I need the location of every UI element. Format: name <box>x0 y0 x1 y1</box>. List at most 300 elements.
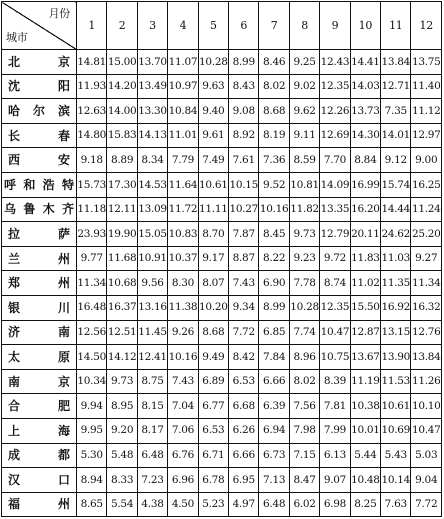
value-cell: 8.47 <box>289 468 319 493</box>
value-cell: 6.89 <box>198 369 228 394</box>
value-cell: 6.53 <box>198 418 228 443</box>
value-cell: 14.03 <box>350 74 380 99</box>
value-cell: 12.51 <box>107 320 137 345</box>
value-cell: 6.13 <box>320 443 350 468</box>
value-cell: 6.90 <box>259 271 289 296</box>
value-cell: 19.90 <box>107 222 137 247</box>
value-cell: 14.41 <box>350 50 380 75</box>
city-name: 北 京 <box>8 54 70 69</box>
value-cell: 8.42 <box>229 345 259 370</box>
value-cell: 8.34 <box>137 148 167 173</box>
corner-header-cell <box>2 2 77 50</box>
city-name-cell <box>2 345 77 370</box>
value-cell: 13.16 <box>137 295 167 320</box>
value-cell: 8.59 <box>289 148 319 173</box>
month-header-11: 11 <box>381 2 411 50</box>
value-cell: 7.36 <box>259 148 289 173</box>
value-cell: 6.77 <box>198 394 228 419</box>
city-name-cell <box>2 50 77 75</box>
city-name: 银 川 <box>8 300 70 315</box>
table-row <box>2 172 442 197</box>
value-cell: 12.41 <box>137 345 167 370</box>
value-cell: 11.34 <box>77 271 107 296</box>
table-row <box>2 468 442 493</box>
value-cell: 6.48 <box>137 443 167 468</box>
value-cell: 6.68 <box>229 394 259 419</box>
value-cell: 7.06 <box>168 418 198 443</box>
table-row <box>2 295 442 320</box>
value-cell: 11.01 <box>168 123 198 148</box>
value-cell: 9.25 <box>289 50 319 75</box>
value-cell: 17.30 <box>107 172 137 197</box>
value-cell: 8.99 <box>229 50 259 75</box>
value-cell: 8.70 <box>198 222 228 247</box>
value-cell: 10.20 <box>198 295 228 320</box>
value-cell: 15.50 <box>350 295 380 320</box>
value-cell: 15.83 <box>107 123 137 148</box>
value-cell: 6.02 <box>289 492 319 517</box>
value-cell: 9.08 <box>229 99 259 124</box>
month-header-6: 6 <box>229 2 259 50</box>
value-cell: 10.01 <box>350 418 380 443</box>
value-cell: 12.35 <box>320 74 350 99</box>
value-cell: 13.49 <box>137 74 167 99</box>
city-name: 成 都 <box>8 448 70 463</box>
value-cell: 6.73 <box>259 443 289 468</box>
month-header-10: 10 <box>350 2 380 50</box>
value-cell: 11.24 <box>411 197 442 222</box>
value-cell: 9.73 <box>107 369 137 394</box>
value-cell: 9.04 <box>411 468 442 493</box>
city-name-cell <box>2 492 77 517</box>
city-name: 福 州 <box>8 497 70 512</box>
value-cell: 7.70 <box>320 148 350 173</box>
city-name-cell <box>2 148 77 173</box>
value-cell: 11.34 <box>411 271 442 296</box>
header-row <box>2 2 442 50</box>
value-cell: 7.74 <box>289 320 319 345</box>
city-name: 沈 阳 <box>8 79 70 94</box>
value-cell: 5.48 <box>107 443 137 468</box>
value-cell: 6.96 <box>168 468 198 493</box>
value-cell: 10.16 <box>168 345 198 370</box>
value-cell: 8.74 <box>320 271 350 296</box>
city-name-cell <box>2 443 77 468</box>
value-cell: 12.71 <box>381 74 411 99</box>
value-cell: 10.75 <box>320 345 350 370</box>
value-cell: 8.30 <box>168 271 198 296</box>
value-cell: 8.92 <box>229 123 259 148</box>
value-cell: 23.93 <box>77 222 107 247</box>
value-cell: 6.76 <box>168 443 198 468</box>
table-body <box>2 2 442 517</box>
value-cell: 8.17 <box>137 418 167 443</box>
city-name: 太 原 <box>8 349 70 364</box>
value-cell: 9.07 <box>320 468 350 493</box>
value-cell: 9.02 <box>289 74 319 99</box>
value-cell: 8.99 <box>259 295 289 320</box>
month-header-2: 2 <box>107 2 137 50</box>
value-cell: 9.26 <box>168 320 198 345</box>
value-cell: 6.53 <box>229 369 259 394</box>
value-cell: 8.68 <box>259 99 289 124</box>
value-cell: 10.15 <box>229 172 259 197</box>
value-cell: 7.79 <box>168 148 198 173</box>
city-name: 汉 口 <box>8 472 70 487</box>
value-cell: 13.15 <box>381 320 411 345</box>
value-cell: 6.66 <box>259 369 289 394</box>
city-name-cell <box>2 271 77 296</box>
value-cell: 13.30 <box>137 99 167 124</box>
value-cell: 10.61 <box>198 172 228 197</box>
value-cell: 20.11 <box>350 222 380 247</box>
value-cell: 8.96 <box>289 345 319 370</box>
value-cell: 7.98 <box>289 418 319 443</box>
value-cell: 11.93 <box>77 74 107 99</box>
value-cell: 5.43 <box>381 443 411 468</box>
value-cell: 10.47 <box>411 418 442 443</box>
value-cell: 10.27 <box>229 197 259 222</box>
value-cell: 11.35 <box>381 271 411 296</box>
value-cell: 14.80 <box>77 123 107 148</box>
value-cell: 8.33 <box>107 468 137 493</box>
value-cell: 11.53 <box>381 369 411 394</box>
value-cell: 10.84 <box>168 99 198 124</box>
value-cell: 13.75 <box>411 50 442 75</box>
table-row <box>2 369 442 394</box>
table-row <box>2 50 442 75</box>
value-cell: 8.19 <box>259 123 289 148</box>
city-name-cell <box>2 320 77 345</box>
value-cell: 7.43 <box>229 271 259 296</box>
value-cell: 11.40 <box>411 74 442 99</box>
value-cell: 11.11 <box>198 197 228 222</box>
value-cell: 12.56 <box>77 320 107 345</box>
city-name-cell <box>2 99 77 124</box>
city-name: 拉 萨 <box>8 226 70 241</box>
value-cell: 16.20 <box>350 197 380 222</box>
value-cell: 10.14 <box>381 468 411 493</box>
value-cell: 7.43 <box>168 369 198 394</box>
value-cell: 5.23 <box>198 492 228 517</box>
city-name-cell <box>2 394 77 419</box>
value-cell: 9.56 <box>137 271 167 296</box>
value-cell: 6.98 <box>320 492 350 517</box>
value-cell: 10.83 <box>168 222 198 247</box>
value-cell: 7.81 <box>320 394 350 419</box>
value-cell: 9.62 <box>289 99 319 124</box>
value-cell: 7.49 <box>198 148 228 173</box>
city-name-cell <box>2 246 77 271</box>
value-cell: 12.76 <box>411 320 442 345</box>
value-cell: 10.16 <box>259 197 289 222</box>
value-cell: 8.68 <box>198 320 228 345</box>
city-name: 上 海 <box>8 423 70 438</box>
city-name-cell <box>2 418 77 443</box>
value-cell: 8.15 <box>137 394 167 419</box>
value-cell: 8.45 <box>259 222 289 247</box>
value-cell: 10.37 <box>168 246 198 271</box>
value-cell: 7.23 <box>137 468 167 493</box>
value-cell: 13.84 <box>381 50 411 75</box>
value-cell: 11.03 <box>381 246 411 271</box>
value-cell: 10.61 <box>381 394 411 419</box>
value-cell: 9.73 <box>289 222 319 247</box>
value-cell: 11.64 <box>168 172 198 197</box>
value-cell: 5.44 <box>350 443 380 468</box>
value-cell: 11.26 <box>411 369 442 394</box>
value-cell: 11.45 <box>137 320 167 345</box>
value-cell: 4.50 <box>168 492 198 517</box>
value-cell: 8.39 <box>320 369 350 394</box>
table-row <box>2 320 442 345</box>
value-cell: 8.94 <box>77 468 107 493</box>
city-name: 哈 尔 滨 <box>8 103 70 118</box>
value-cell: 7.84 <box>259 345 289 370</box>
value-cell: 9.95 <box>77 418 107 443</box>
value-cell: 10.34 <box>77 369 107 394</box>
value-cell: 8.43 <box>229 74 259 99</box>
value-cell: 6.78 <box>198 468 228 493</box>
value-cell: 14.44 <box>381 197 411 222</box>
value-cell: 9.94 <box>77 394 107 419</box>
value-cell: 13.35 <box>320 197 350 222</box>
value-cell: 9.27 <box>411 246 442 271</box>
value-cell: 8.89 <box>107 148 137 173</box>
value-cell: 8.25 <box>350 492 380 517</box>
value-cell: 7.15 <box>289 443 319 468</box>
month-header-5: 5 <box>198 2 228 50</box>
table-row <box>2 492 442 517</box>
value-cell: 14.20 <box>107 74 137 99</box>
value-cell: 7.35 <box>381 99 411 124</box>
table-row <box>2 345 442 370</box>
value-cell: 9.61 <box>198 123 228 148</box>
city-name-cell <box>2 172 77 197</box>
value-cell: 12.87 <box>350 320 380 345</box>
value-cell: 10.68 <box>107 271 137 296</box>
value-cell: 9.17 <box>198 246 228 271</box>
value-cell: 14.00 <box>107 99 137 124</box>
table-row <box>2 197 442 222</box>
value-cell: 12.79 <box>320 222 350 247</box>
value-cell: 15.73 <box>77 172 107 197</box>
city-name: 乌 鲁 木 齐 <box>4 202 74 217</box>
city-name: 西 安 <box>8 153 70 168</box>
value-cell: 14.01 <box>381 123 411 148</box>
value-cell: 9.12 <box>381 148 411 173</box>
value-cell: 9.52 <box>259 172 289 197</box>
city-name: 郑 州 <box>8 276 70 291</box>
value-cell: 10.69 <box>381 418 411 443</box>
value-cell: 12.63 <box>77 99 107 124</box>
value-cell: 9.23 <box>289 246 319 271</box>
value-cell: 10.91 <box>137 246 167 271</box>
value-cell: 6.71 <box>198 443 228 468</box>
value-cell: 12.35 <box>320 295 350 320</box>
value-cell: 14.50 <box>77 345 107 370</box>
city-name-cell <box>2 468 77 493</box>
value-cell: 16.32 <box>411 295 442 320</box>
month-header-8: 8 <box>289 2 319 50</box>
value-cell: 7.04 <box>168 394 198 419</box>
value-cell: 13.84 <box>411 345 442 370</box>
city-name: 济 南 <box>8 325 70 340</box>
value-cell: 13.73 <box>350 99 380 124</box>
value-cell: 12.97 <box>411 123 442 148</box>
value-cell: 4.38 <box>137 492 167 517</box>
value-cell: 14.09 <box>320 172 350 197</box>
value-cell: 9.20 <box>107 418 137 443</box>
value-cell: 16.37 <box>107 295 137 320</box>
value-cell: 12.69 <box>320 123 350 148</box>
value-cell: 6.85 <box>259 320 289 345</box>
value-cell: 15.74 <box>381 172 411 197</box>
value-cell: 7.72 <box>229 320 259 345</box>
table-row <box>2 222 442 247</box>
value-cell: 11.02 <box>350 271 380 296</box>
value-cell: 10.10 <box>411 394 442 419</box>
value-cell: 16.48 <box>77 295 107 320</box>
value-cell: 9.00 <box>411 148 442 173</box>
value-cell: 11.83 <box>350 246 380 271</box>
value-cell: 16.99 <box>350 172 380 197</box>
value-cell: 14.81 <box>77 50 107 75</box>
table-row <box>2 418 442 443</box>
table-row <box>2 246 442 271</box>
value-cell: 11.18 <box>77 197 107 222</box>
corner-label-month: 月份 <box>48 7 70 20</box>
value-cell: 7.87 <box>229 222 259 247</box>
value-cell: 11.68 <box>107 246 137 271</box>
value-cell: 8.95 <box>107 394 137 419</box>
value-cell: 13.67 <box>350 345 380 370</box>
city-name: 南 京 <box>8 374 70 389</box>
value-cell: 9.63 <box>198 74 228 99</box>
city-name-cell <box>2 222 77 247</box>
value-cell: 9.40 <box>198 99 228 124</box>
month-header-3: 3 <box>137 2 167 50</box>
value-cell: 12.11 <box>107 197 137 222</box>
value-cell: 13.09 <box>137 197 167 222</box>
value-cell: 10.97 <box>168 74 198 99</box>
value-cell: 16.92 <box>381 295 411 320</box>
value-cell: 11.72 <box>168 197 198 222</box>
table-row <box>2 99 442 124</box>
value-cell: 14.30 <box>350 123 380 148</box>
value-cell: 14.13 <box>137 123 167 148</box>
city-name-cell <box>2 197 77 222</box>
month-header-4: 4 <box>168 2 198 50</box>
value-cell: 14.53 <box>137 172 167 197</box>
city-name-cell <box>2 295 77 320</box>
city-name-cell <box>2 74 77 99</box>
value-cell: 8.65 <box>77 492 107 517</box>
value-cell: 8.07 <box>198 271 228 296</box>
value-cell: 15.05 <box>137 222 167 247</box>
table-row <box>2 74 442 99</box>
city-name: 呼 和 浩 特 <box>4 177 74 192</box>
city-name: 合 肥 <box>8 399 70 414</box>
value-cell: 16.25 <box>411 172 442 197</box>
value-cell: 10.48 <box>350 468 380 493</box>
value-cell: 7.78 <box>289 271 319 296</box>
value-cell: 10.38 <box>350 394 380 419</box>
table-row <box>2 148 442 173</box>
value-cell: 7.63 <box>381 492 411 517</box>
value-cell: 8.75 <box>137 369 167 394</box>
value-cell: 10.81 <box>289 172 319 197</box>
value-cell: 14.12 <box>107 345 137 370</box>
month-header-12: 12 <box>411 2 442 50</box>
value-cell: 10.28 <box>198 50 228 75</box>
value-cell: 6.94 <box>259 418 289 443</box>
value-cell: 8.46 <box>259 50 289 75</box>
value-cell: 11.38 <box>168 295 198 320</box>
value-cell: 7.72 <box>411 492 442 517</box>
value-cell: 9.18 <box>77 148 107 173</box>
value-cell: 13.90 <box>381 345 411 370</box>
value-cell: 11.12 <box>411 99 442 124</box>
value-cell: 24.62 <box>381 222 411 247</box>
value-cell: 6.39 <box>259 394 289 419</box>
value-cell: 9.72 <box>320 246 350 271</box>
value-cell: 6.26 <box>229 418 259 443</box>
month-header-1: 1 <box>77 2 107 50</box>
city-name: 长 春 <box>8 128 70 143</box>
value-cell: 5.03 <box>411 443 442 468</box>
value-cell: 11.82 <box>289 197 319 222</box>
table-row <box>2 394 442 419</box>
value-cell: 8.87 <box>229 246 259 271</box>
value-cell: 25.20 <box>411 222 442 247</box>
value-cell: 8.84 <box>350 148 380 173</box>
value-cell: 5.30 <box>77 443 107 468</box>
corner-label-city: 城市 <box>6 31 28 44</box>
value-cell: 10.28 <box>289 295 319 320</box>
value-cell: 9.49 <box>198 345 228 370</box>
value-cell: 7.61 <box>229 148 259 173</box>
value-cell: 9.77 <box>77 246 107 271</box>
value-cell: 7.99 <box>320 418 350 443</box>
city-name-cell <box>2 369 77 394</box>
value-cell: 6.48 <box>259 492 289 517</box>
city-name-cell <box>2 123 77 148</box>
month-header-9: 9 <box>320 2 350 50</box>
value-cell: 11.07 <box>168 50 198 75</box>
value-cell: 8.02 <box>289 369 319 394</box>
month-header-7: 7 <box>259 2 289 50</box>
value-cell: 6.66 <box>229 443 259 468</box>
monthly-city-data-table <box>1 1 442 517</box>
value-cell: 4.97 <box>229 492 259 517</box>
city-name: 兰 州 <box>8 251 70 266</box>
value-cell: 8.22 <box>259 246 289 271</box>
value-cell: 15.00 <box>107 50 137 75</box>
value-cell: 9.11 <box>289 123 319 148</box>
value-cell: 10.47 <box>320 320 350 345</box>
value-cell: 7.13 <box>259 468 289 493</box>
table-row <box>2 123 442 148</box>
table-row <box>2 271 442 296</box>
value-cell: 12.43 <box>320 50 350 75</box>
value-cell: 8.02 <box>259 74 289 99</box>
value-cell: 6.95 <box>229 468 259 493</box>
table-row <box>2 443 442 468</box>
value-cell: 7.56 <box>289 394 319 419</box>
value-cell: 12.26 <box>320 99 350 124</box>
value-cell: 5.54 <box>107 492 137 517</box>
